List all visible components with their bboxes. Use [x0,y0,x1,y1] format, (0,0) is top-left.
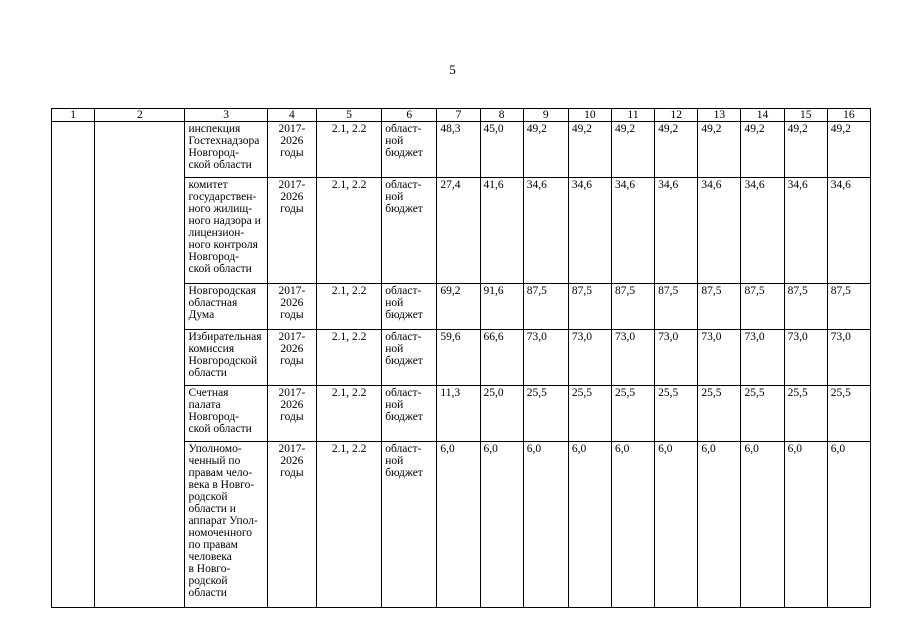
funding-source-cell [382,178,437,284]
funding-source-cell-line: бюджет [385,147,423,159]
table-row [52,122,871,178]
funding-source-cell [382,122,437,178]
organization-cell-line: родской [188,575,228,587]
period-cell-line: годы [280,467,304,479]
column-header: 7 [437,109,480,122]
funding-source-cell [382,386,437,442]
column-header: 3 [185,109,267,122]
value-cell: 49,2 [612,122,655,178]
organization-cell-line: человека [188,551,232,563]
funding-source-cell-line: област- [385,443,422,455]
value-cell: 73,0 [523,330,568,386]
organization-cell-line: лицензион- [188,227,245,239]
value-cell: 25,5 [568,386,611,442]
period-cell [267,122,316,178]
value-cell: 59,6 [437,330,480,386]
organization-cell-line: аппарат Упол- [188,515,258,527]
value-cell: 41,6 [480,178,523,284]
value-cell: 73,0 [568,330,611,386]
column-header: 1 [52,109,95,122]
value-cell: 6,0 [437,442,480,608]
organization-cell-line: ного жилищ- [188,203,253,215]
value-cell: 34,6 [784,178,827,284]
value-cell: 34,6 [827,178,870,284]
funding-source-cell-line: ной [385,399,404,411]
organization-cell-line: номоченного [188,527,253,539]
value-cell: 6,0 [698,442,741,608]
period-cell-line: 2017- [278,331,306,343]
value-cell: 34,6 [612,178,655,284]
period-cell-line: 2017- [278,123,306,135]
organization-cell-line: Дума [188,309,215,321]
value-cell: 27,4 [437,178,480,284]
value-cell: 87,5 [568,284,611,330]
column-header: 11 [612,109,655,122]
value-cell: 87,5 [523,284,568,330]
value-cell: 87,5 [827,284,870,330]
period-cell [267,284,316,330]
value-cell: 87,5 [612,284,655,330]
value-cell: 34,6 [698,178,741,284]
organization-cell-line: ного контроля [188,239,258,251]
funding-source-cell-line: бюджет [385,309,423,321]
value-cell: 6,0 [523,442,568,608]
value-cell: 34,6 [568,178,611,284]
value-cell: 6,0 [480,442,523,608]
value-cell: 34,6 [655,178,698,284]
funding-source-cell [382,442,437,608]
organization-cell-line: Новгородская [188,285,257,297]
organization-cell-line: в Новго- [188,563,231,575]
tasks-cell: 2.1, 2.2 [316,284,381,330]
period-cell-line: годы [280,411,304,423]
value-cell: 91,6 [480,284,523,330]
value-cell: 49,2 [698,122,741,178]
column-header: 10 [568,109,611,122]
period-cell-line: 2026 [280,297,304,309]
organization-cell-line: областная [188,297,238,309]
organization-cell-line: по правам [188,539,238,551]
column-header: 8 [480,109,523,122]
period-cell [267,386,316,442]
organization-cell-line: правам чело- [188,467,253,479]
organization-cell-line: века в Новго- [188,479,255,491]
value-cell: 87,5 [698,284,741,330]
tasks-cell: 2.1, 2.2 [316,386,381,442]
organization-cell-line: области [188,587,227,599]
tasks-cell: 2.1, 2.2 [316,178,381,284]
period-cell-line: годы [280,203,304,215]
organization-cell-line: родской [188,491,228,503]
column-header: 13 [698,109,741,122]
value-cell: 25,0 [480,386,523,442]
funding-source-cell-line: бюджет [385,411,423,423]
funding-source-cell-line: ной [385,135,404,147]
organization-cell [185,442,267,608]
period-cell-line: 2026 [280,191,304,203]
tasks-cell: 2.1, 2.2 [316,442,381,608]
budget-table [51,108,871,608]
period-cell-line: 2026 [280,343,304,355]
value-cell: 25,5 [741,386,784,442]
value-cell: 25,5 [784,386,827,442]
organization-cell [185,330,267,386]
column-header: 14 [741,109,784,122]
organization-cell-line: палата [188,399,221,411]
column-header: 5 [316,109,381,122]
value-cell: 6,0 [784,442,827,608]
value-cell: 73,0 [612,330,655,386]
organization-cell-line: комитет [188,179,228,191]
organization-cell [185,122,267,178]
period-cell [267,178,316,284]
period-cell-line: 2017- [278,443,306,455]
value-cell: 49,2 [741,122,784,178]
value-cell: 6,0 [827,442,870,608]
period-cell-line: годы [280,147,304,159]
organization-cell-line: комиссия [188,343,235,355]
funding-source-cell-line: област- [385,387,422,399]
value-cell: 49,2 [655,122,698,178]
organization-cell-line: Новгородской [188,355,258,367]
value-cell: 11,3 [437,386,480,442]
period-cell [267,442,316,608]
funding-source-cell-line: област- [385,123,422,135]
funding-source-cell-line: ной [385,191,404,203]
value-cell: 48,3 [437,122,480,178]
value-cell: 25,5 [698,386,741,442]
column-header: 15 [784,109,827,122]
period-cell-line: 2017- [278,387,306,399]
column-header: 6 [382,109,437,122]
organization-cell [185,178,267,284]
value-cell: 73,0 [698,330,741,386]
merged-empty-cell [52,122,95,608]
value-cell: 73,0 [827,330,870,386]
value-cell: 69,2 [437,284,480,330]
organization-cell [185,386,267,442]
organization-cell-line: инспекция [188,123,241,135]
funding-source-cell-line: бюджет [385,203,423,215]
column-header: 4 [267,109,316,122]
column-header: 2 [95,109,185,122]
column-header: 9 [523,109,568,122]
funding-source-cell-line: ной [385,297,404,309]
organization-cell [185,284,267,330]
value-cell: 49,2 [568,122,611,178]
value-cell: 87,5 [784,284,827,330]
organization-cell-line: Избирательная [188,331,262,343]
funding-source-cell-line: област- [385,331,422,343]
organization-cell-line: Новгород- [188,147,239,159]
organization-cell-line: Уполномо- [188,443,242,455]
table-body [52,122,871,608]
funding-source-cell [382,284,437,330]
column-header: 16 [827,109,870,122]
value-cell: 73,0 [784,330,827,386]
tasks-cell: 2.1, 2.2 [316,330,381,386]
period-cell-line: 2026 [280,399,304,411]
period-cell-line: 2026 [280,135,304,147]
period-cell-line: 2026 [280,455,304,467]
value-cell: 6,0 [741,442,784,608]
value-cell: 25,5 [655,386,698,442]
funding-source-cell-line: бюджет [385,355,423,367]
organization-cell-line: ской области [188,423,252,435]
value-cell: 66,6 [480,330,523,386]
value-cell: 6,0 [655,442,698,608]
value-cell: 25,5 [523,386,568,442]
value-cell: 34,6 [523,178,568,284]
page-number: 5 [449,62,456,77]
value-cell: 6,0 [612,442,655,608]
period-cell-line: 2017- [278,285,306,297]
organization-cell-line: области [188,367,227,379]
value-cell: 49,2 [827,122,870,178]
organization-cell-line: Счетная [188,387,229,399]
organization-cell-line: Новгород- [188,251,239,263]
header-row [52,109,871,122]
value-cell: 25,5 [827,386,870,442]
funding-source-cell-line: ной [385,455,404,467]
value-cell: 45,0 [480,122,523,178]
value-cell: 73,0 [655,330,698,386]
tasks-cell: 2.1, 2.2 [316,122,381,178]
organization-cell-line: ного надзора и [188,215,261,227]
funding-source-cell [382,330,437,386]
value-cell: 25,5 [612,386,655,442]
period-cell [267,330,316,386]
merged-empty-cell [95,122,185,608]
funding-source-cell-line: област- [385,285,422,297]
value-cell: 87,5 [741,284,784,330]
organization-cell-line: области и [188,503,236,515]
value-cell: 6,0 [568,442,611,608]
organization-cell-line: ской области [188,263,252,275]
value-cell: 87,5 [655,284,698,330]
organization-cell-line: Новгород- [188,411,239,423]
organization-cell-line: государствен- [188,191,257,203]
period-cell-line: годы [280,309,304,321]
funding-source-cell-line: бюджет [385,467,423,479]
organization-cell-line: ской области [188,159,252,171]
period-cell-line: 2017- [278,179,306,191]
organization-cell-line: Гостехнадзора [188,135,260,147]
period-cell-line: годы [280,355,304,367]
organization-cell-line: ченный по [188,455,241,467]
value-cell: 49,2 [523,122,568,178]
value-cell: 49,2 [784,122,827,178]
column-header: 12 [655,109,698,122]
funding-source-cell-line: област- [385,179,422,191]
value-cell: 73,0 [741,330,784,386]
funding-source-cell-line: ной [385,343,404,355]
value-cell: 34,6 [741,178,784,284]
